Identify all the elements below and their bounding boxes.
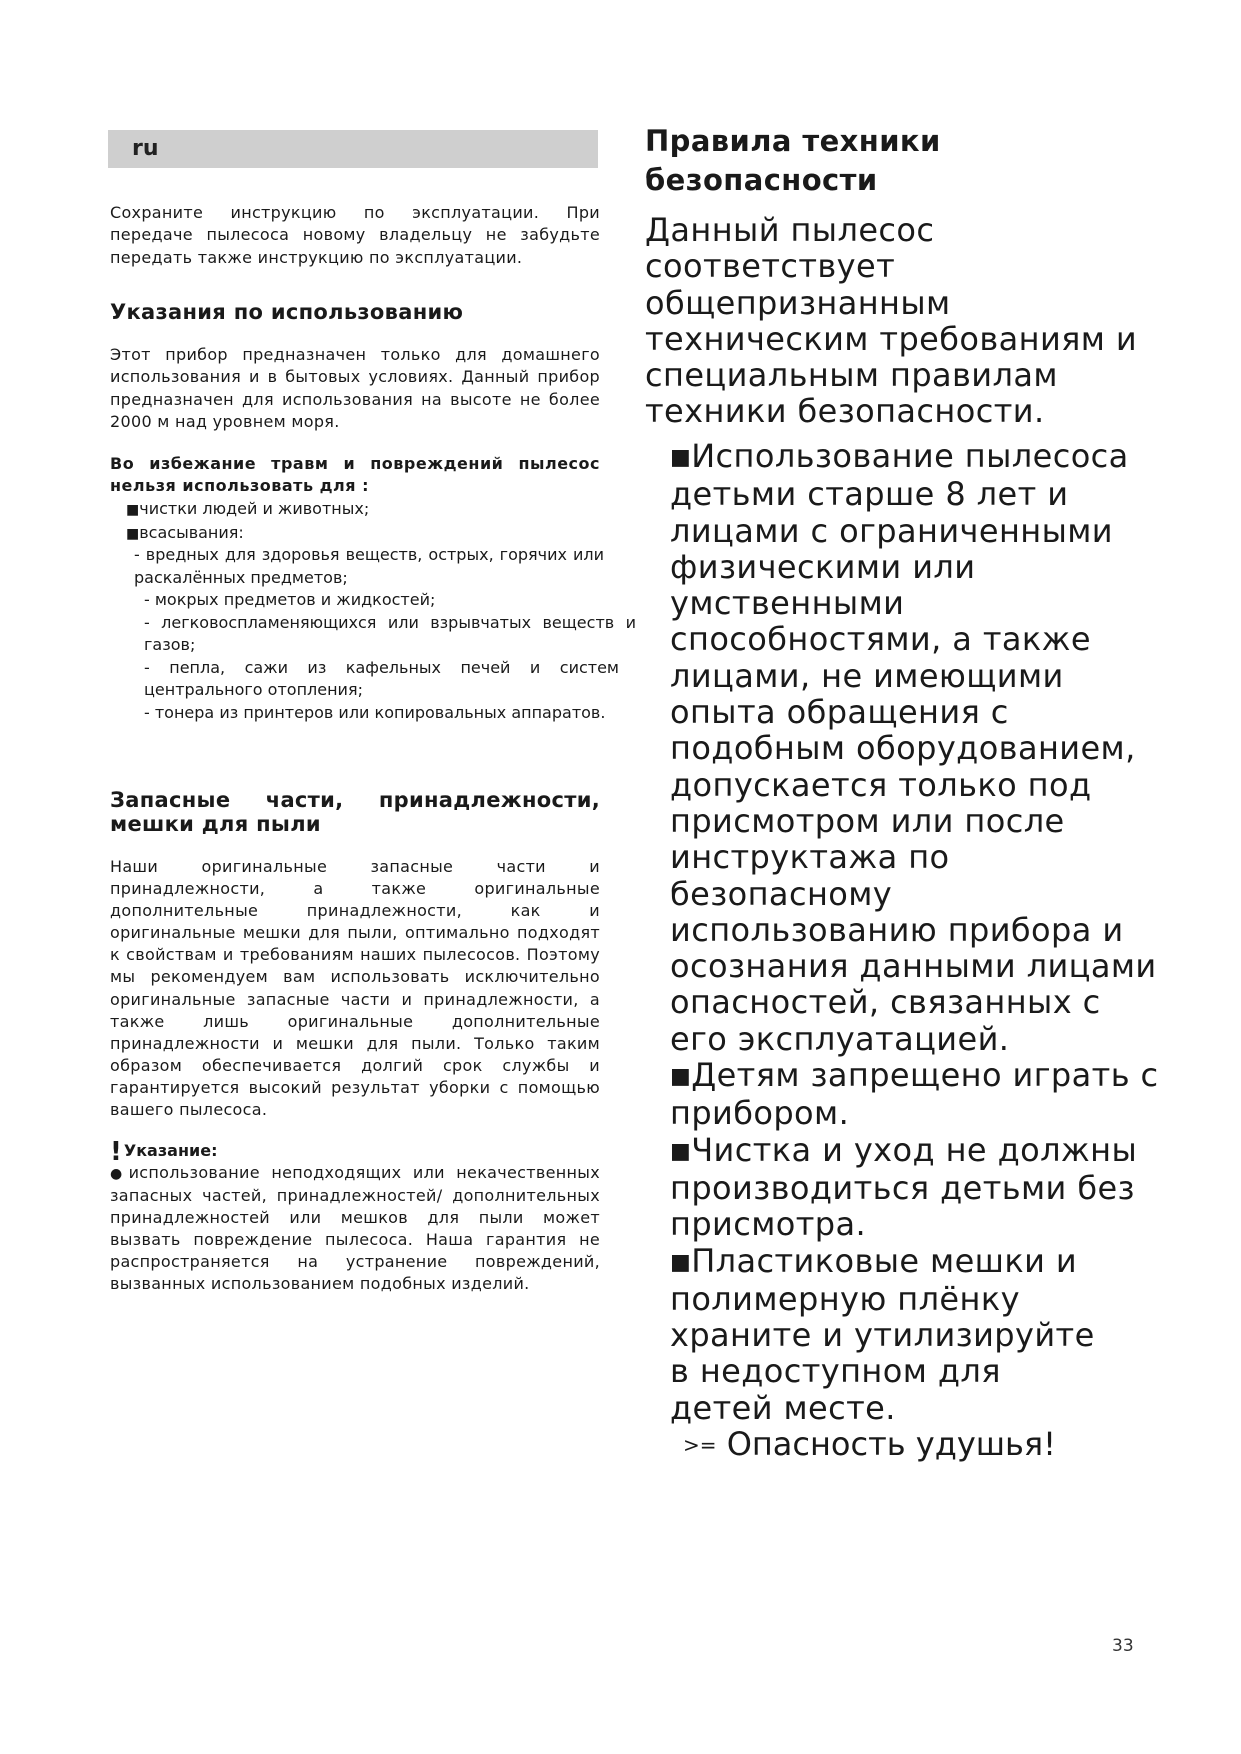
sub-item: - тонера из принтеров или копировальных аппаратов. bbox=[144, 702, 606, 722]
square-bullet-icon: ■ bbox=[670, 1064, 692, 1090]
safety-list bbox=[645, 438, 1165, 1463]
safety-item: ■Использование пылесоса детьми старше 8 лет и лицами с ограниченными физическими или умственными способностями, а также лицами, не имеющими опыта обращения с подобным оборудованием, допускается только под присмотром или после инструктажа по безопасному использованию прибора и осознания данными лицами опасностей, связанных с его эксплуатацией. bbox=[670, 437, 1157, 1058]
square-bullet-icon: ■ bbox=[126, 502, 140, 518]
list-item: ■чистки людей и животных; bbox=[126, 499, 370, 518]
language-label: ru bbox=[132, 136, 159, 161]
language-bar bbox=[108, 130, 598, 168]
note-text: использование неподходящих или некачественных запасных частей, принадлежностей/ дополнительных принадлежностей или мешков для пыли может вызвать повреждение пылесоса. Наша гарантия не распространяется на устранение повреждений, вызванных использованием подобных изделий. bbox=[110, 1163, 600, 1294]
warning-text: Опасность удушья! bbox=[726, 1425, 1056, 1464]
sub-item: - вредных для здоровья веществ, острых, горячих или раскалённых предметов; bbox=[134, 545, 604, 587]
restriction-list bbox=[126, 498, 616, 545]
safety-item: ■Детям запрещено играть с прибором. bbox=[670, 1056, 1159, 1133]
safety-title: Правила техники безопасности bbox=[645, 124, 941, 197]
sub-list bbox=[110, 544, 670, 724]
sub-item: - пепла, сажи из кафельных печей и систем центрального отопления; bbox=[144, 657, 619, 699]
square-bullet-icon: ■ bbox=[126, 525, 140, 542]
list-item: ■всасывания: bbox=[126, 522, 244, 542]
square-bullet-icon: ■ bbox=[670, 1249, 692, 1275]
usage-heading: Указания по использованию bbox=[110, 300, 464, 324]
parts-text: Наши оригинальные запасные части и принадлежности, а также оригинальные дополнительные принадлежности, как и оригинальные мешки для пыли, оптимально подходят к свойствам и требованиям наших пылесосов. Поэтому мы рекомендуем вам использовать исключительно оригинальные запасные части и принадлежности, а также лишь оригинальные дополнительные принадлежности и мешки для пыли. Только таким образом обеспечивается долгий срок службы и гарантируется высокий результат уборки с помощью вашего пылесоса. bbox=[110, 857, 600, 1120]
warning-line bbox=[645, 1426, 1165, 1463]
safety-intro: Данный пылесос соответствует общепризнанным техническим требованиям и специальным правилам техники безопасности. bbox=[645, 211, 1138, 431]
safety-item: ■Чистка и уход не должны производиться детьми без присмотра. bbox=[670, 1130, 1138, 1244]
square-bullet-icon: ■ bbox=[670, 445, 692, 470]
square-bullet-icon: ■ bbox=[670, 1138, 692, 1164]
sub-item: - легковоспламеняющихся или взрывчатых веществ и газов; bbox=[144, 612, 636, 654]
arrow-icon: >= bbox=[683, 1433, 717, 1458]
page-number: 33 bbox=[1112, 1636, 1134, 1656]
warning-heading: Во избежание травм и повреждений пылесос нельзя использовать для : bbox=[110, 454, 600, 495]
parts-heading: Запасные части, принадлежности, мешки для пыли bbox=[110, 788, 600, 836]
exclamation-icon: ! bbox=[110, 1137, 122, 1167]
bullet-dot-icon: ● bbox=[110, 1166, 129, 1182]
intro-text: Сохраните инструкцию по эксплуатации. При передаче пылесоса новому владельцу не забудьте передать также инструкцию по эксплуатации. bbox=[110, 203, 600, 267]
safety-item: ■Пластиковые мешки и полимерную плёнку храните и утилизируйте в недоступном для детей месте. bbox=[670, 1241, 1095, 1427]
note-block bbox=[110, 1137, 600, 1296]
sub-item: - мокрых предметов и жидкостей; bbox=[144, 590, 436, 609]
note-heading: Указание: bbox=[123, 1141, 218, 1160]
usage-text: Этот прибор предназначен только для домашнего использования и в бытовых условиях. Данный прибор предназначен для использования на высоте не более 2000 м над уровнем моря. bbox=[110, 345, 600, 432]
